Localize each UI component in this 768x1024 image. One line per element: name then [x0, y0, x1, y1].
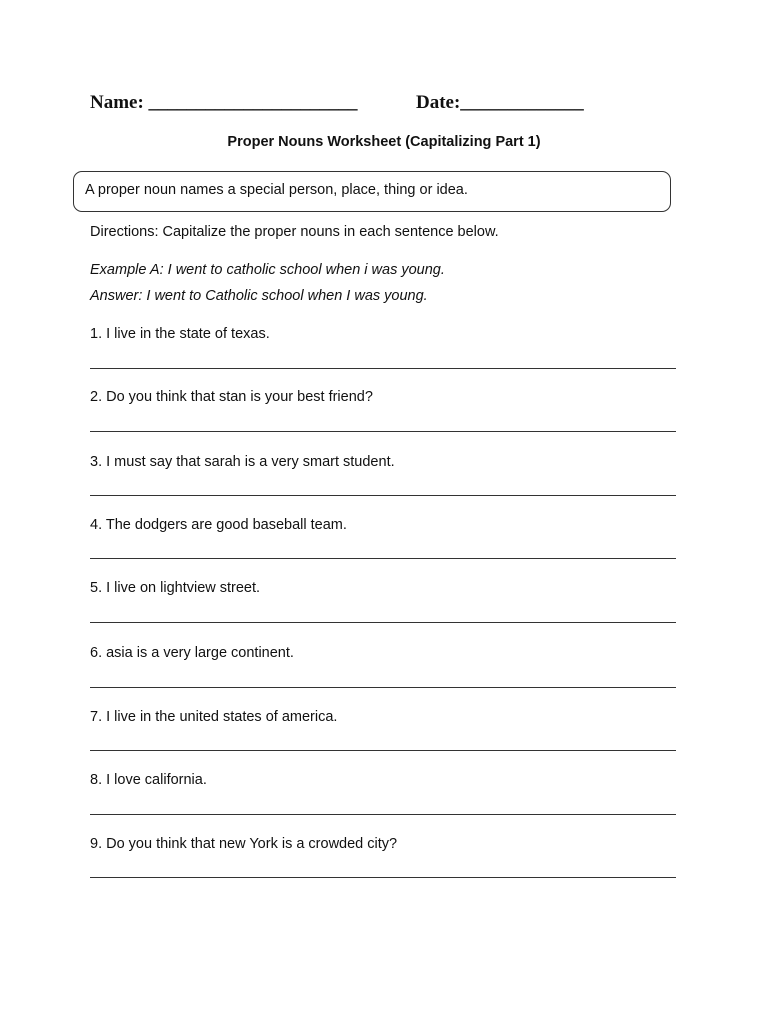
answer-line-9[interactable] — [90, 877, 676, 878]
answer-line-3[interactable] — [90, 495, 676, 496]
answer-line-6[interactable] — [90, 687, 676, 688]
header — [90, 92, 690, 114]
answer-line-4[interactable] — [90, 558, 676, 559]
name-field-label: Name: ______________________ — [90, 92, 358, 113]
question-4: 4. The dodgers are good baseball team. — [90, 517, 347, 533]
example-answer: Answer: I went to Catholic school when I was young. — [90, 288, 428, 304]
question-2: 2. Do you think that stan is your best friend? — [90, 389, 373, 405]
question-8: 8. I love california. — [90, 772, 207, 788]
date-field-label: Date:_____________ — [416, 92, 584, 113]
answer-line-8[interactable] — [90, 814, 676, 815]
answer-line-2[interactable] — [90, 431, 676, 432]
definition-text: A proper noun names a special person, place, thing or idea. — [85, 182, 468, 198]
question-3: 3. I must say that sarah is a very smart student. — [90, 454, 395, 470]
definition-box — [73, 171, 671, 212]
question-1: 1. I live in the state of texas. — [90, 326, 270, 342]
question-5: 5. I live on lightview street. — [90, 580, 261, 596]
question-9: 9. Do you think that new York is a crowded city? — [90, 836, 398, 852]
directions-text: Directions: Capitalize the proper nouns in each sentence below. — [90, 224, 499, 240]
answer-line-7[interactable] — [90, 750, 676, 751]
example-question: Example A: I went to catholic school when i was young. — [90, 262, 445, 278]
question-7: 7. I live in the united states of america. — [90, 709, 338, 725]
answer-line-1[interactable] — [90, 368, 676, 369]
worksheet-title: Proper Nouns Worksheet (Capitalizing Part 1) — [227, 134, 541, 150]
answer-line-5[interactable] — [90, 622, 676, 623]
question-6: 6. asia is a very large continent. — [90, 645, 294, 661]
